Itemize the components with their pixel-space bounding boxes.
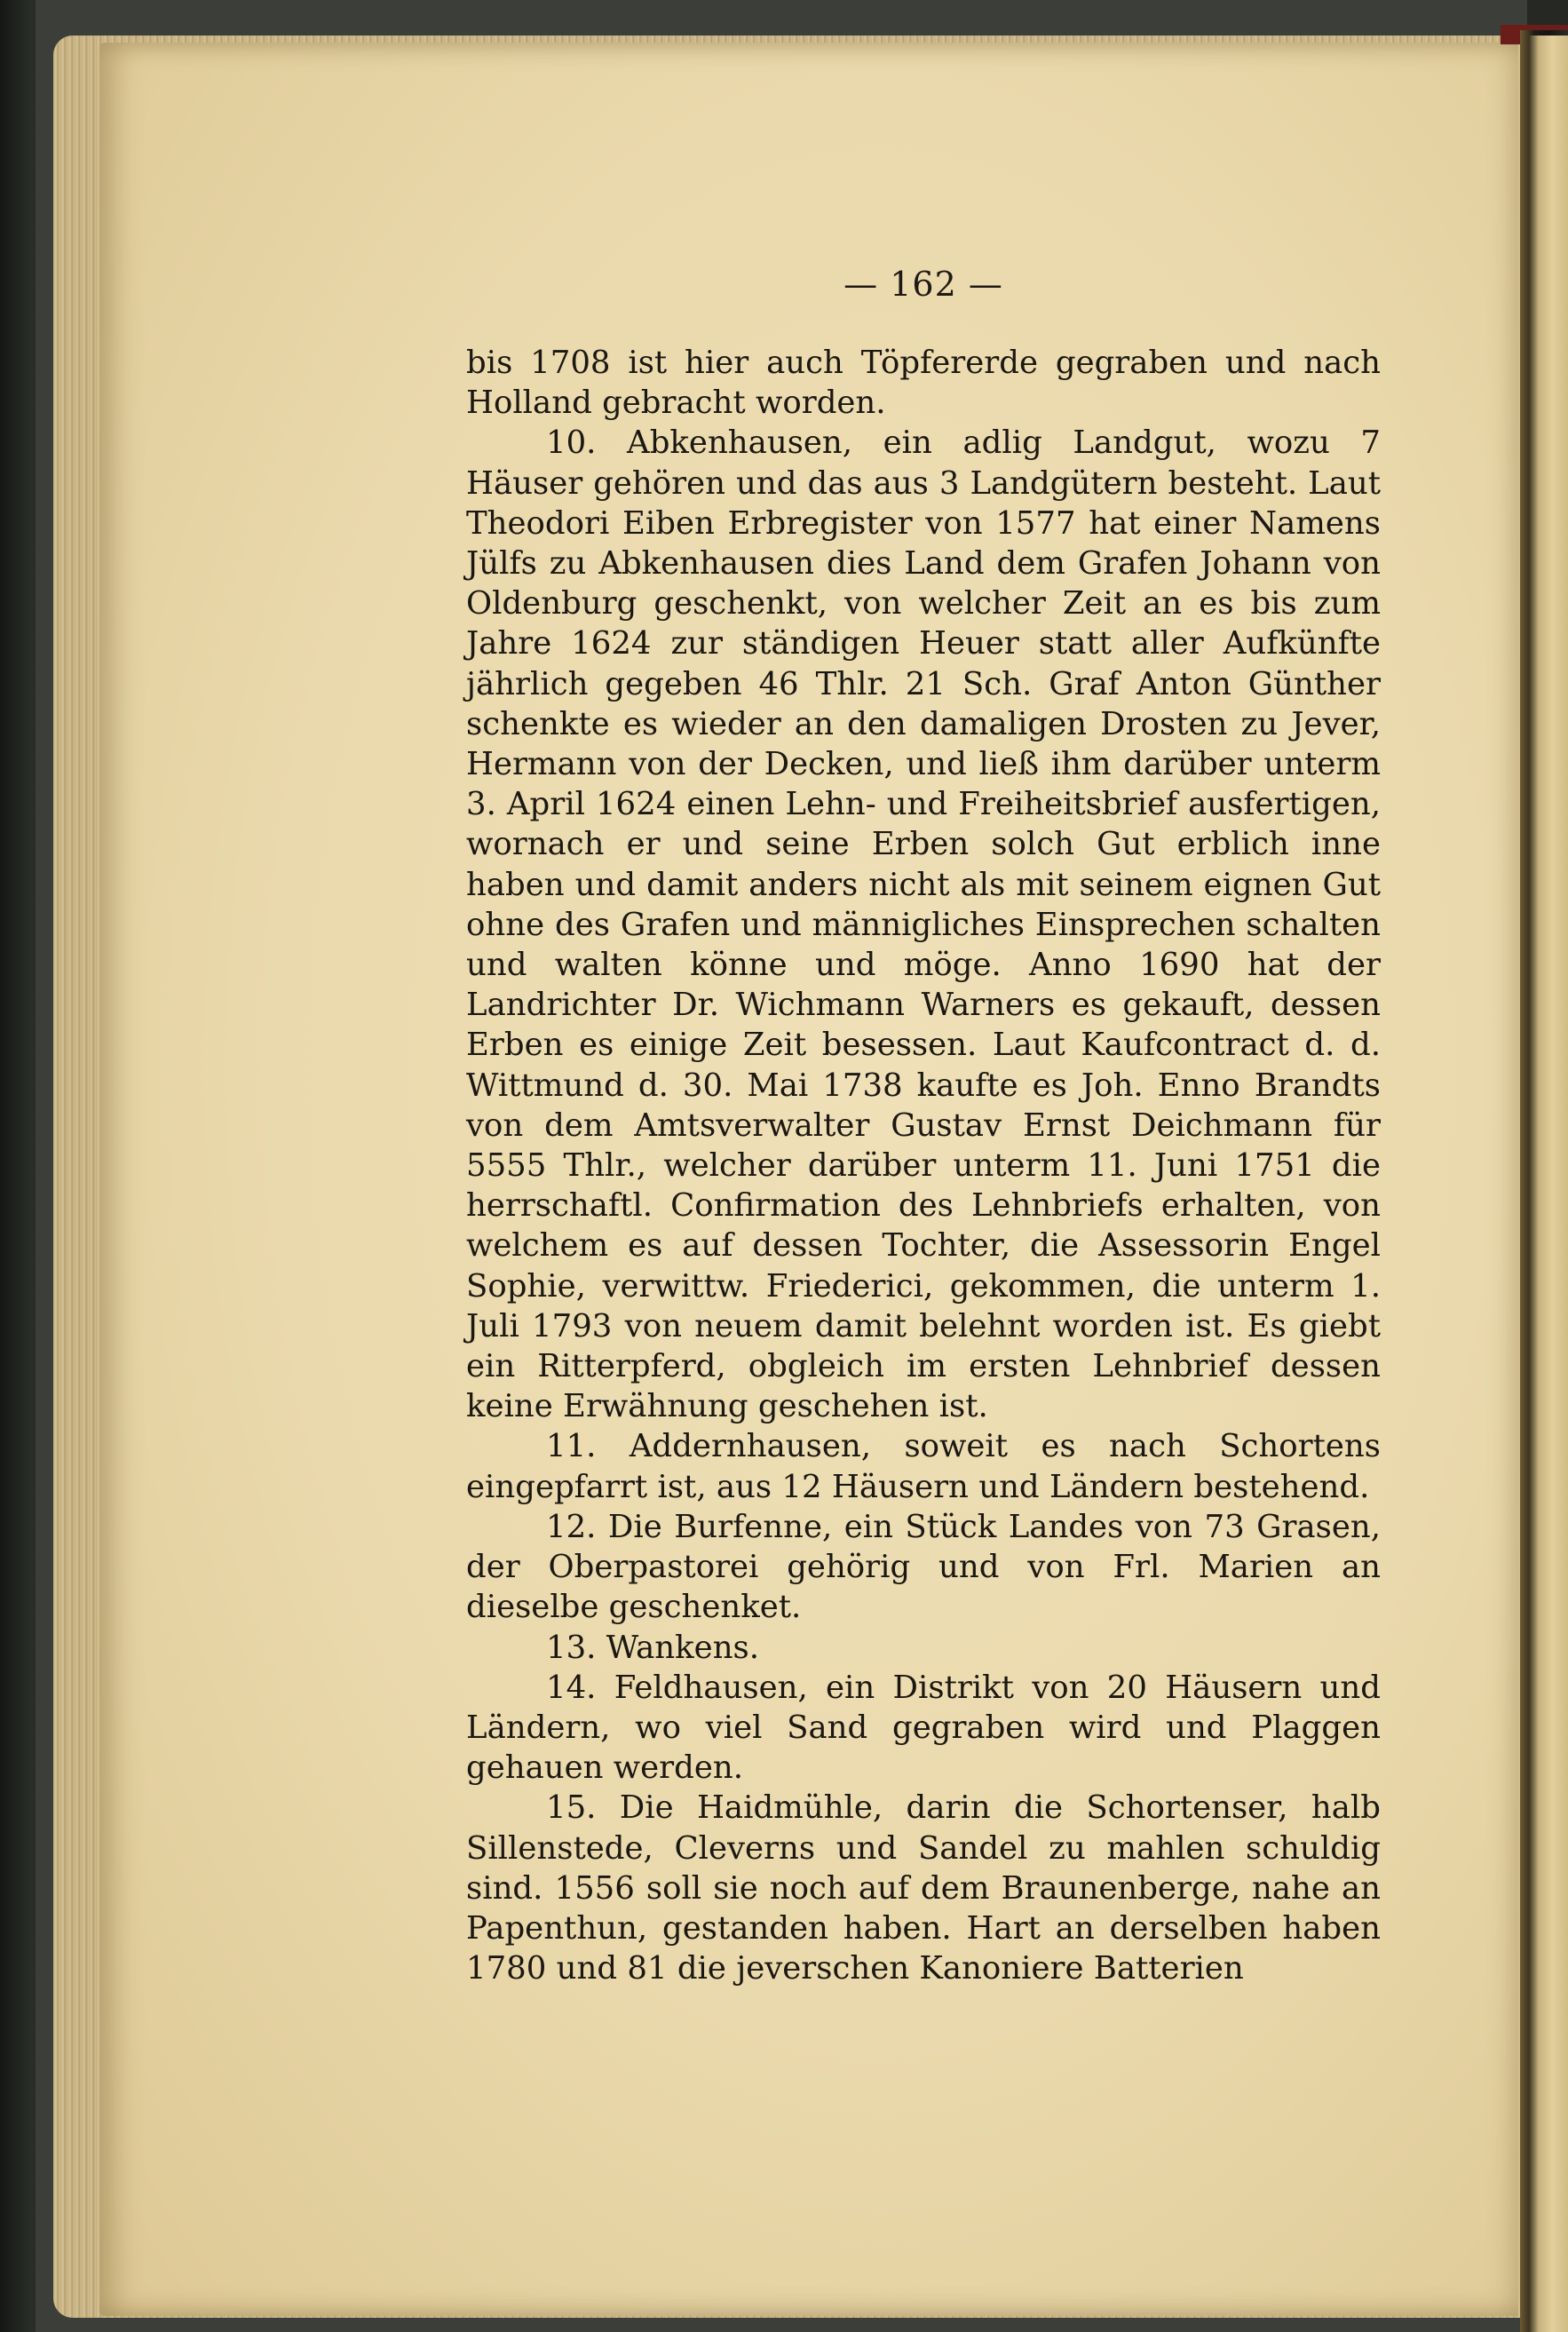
paragraph-item-14: 14. Feldhausen, ein Distrikt von 20 Häusern und Ländern, wo viel Sand gegraben wird und Plaggen gehauen werden. xyxy=(466,1669,1381,1787)
paragraph-item-12: 12. Die Burfenne, ein Stück Landes von 73 Grasen, der Oberpastorei gehörig und von Frl. Marien an dieselbe geschenket. xyxy=(466,1508,1381,1626)
paragraph-item-15: 15. Die Haidmühle, darin die Schortenser, halb Sillenstede, Cleverns und Sandel zu mahlen schuldig sind. 1556 soll sie noch auf dem Braunenberge, nahe an Papenthun, gestanden haben. Hart an derselben haben 1780 und 81 die jeverschen Kanoniere Batterien xyxy=(466,1789,1381,1987)
paragraph-continuation: bis 1708 ist hier auch Töpfererde gegraben und nach Holland gebracht worden. xyxy=(466,345,1381,422)
paragraph-item-10: 10. Abkenhausen, ein adlig Landgut, wozu 7 Häuser gehören und das aus 3 Landgütern besteht. Laut Theodori Eiben Erbregister von 1577 hat einer Namens Jülfs zu Abkenhausen dies Land dem Grafen Johann von Oldenburg geschenkt, von welcher Zeit an es bis zum Jahre 1624 zur ständigen Heuer statt aller Aufkünfte jährlich gegeben 46 Thlr. 21 Sch. Graf Anton Günther schenkte es wieder an den damaligen Drosten zu Jever, Hermann von der Decken, und ließ ihm darüber unterm 3. April 1624 einen Lehn- und Freiheitsbrief ausfertigen, wornach er und seine Erben solch Gut erblich inne haben und damit anders nicht als mit seinem eignen Gut ohne des Grafen und männigliches Einsprechen schalten und walten könne und möge. Anno 1690 hat der Landrichter Dr. Wichmann Warners es gekauft, dessen Erben es einige Zeit besessen. Laut Kaufcontract d. d. Wittmund d. 30. Mai 1738 kaufte es Joh. Enno Brandts von dem Amtsverwalter Gustav Ernst Deichmann für 5555 Thlr., welcher darüber unterm 11. Juni 1751 die herrschaftl. Confirmation des Lehnbriefs erhalten, von welchem es auf dessen Tochter, die Assessorin Engel Sophie, verwittw. Friederici, gekommen, die unterm 1. Juli 1793 von neuem damit belehnt worden ist. Es giebt ein Ritterpferd, obgleich im ersten Lehnbrief dessen keine Erwähnung geschehen ist. xyxy=(466,424,1381,1425)
paragraph-item-13: 13. Wankens. xyxy=(546,1629,760,1666)
paragraph-item-11: 11. Addernhausen, soweit es nach Schortens eingepfarrt ist, aus 12 Häusern und Ländern bestehend. xyxy=(466,1428,1381,1505)
facing-page-edge xyxy=(1529,36,1568,2332)
page-number: — 162 — xyxy=(843,265,1003,304)
page-body-text xyxy=(466,343,1381,1988)
